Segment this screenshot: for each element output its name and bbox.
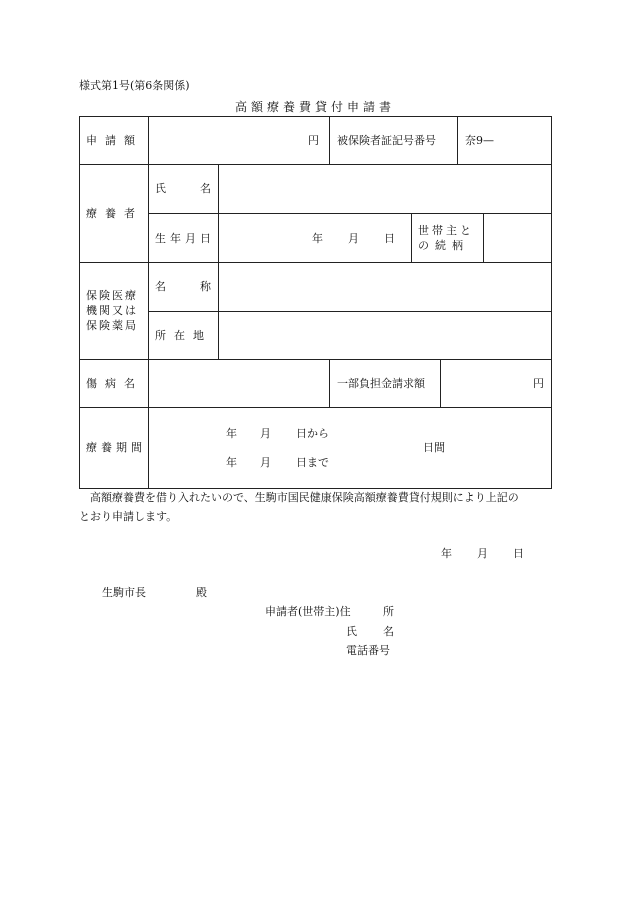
- institution-label-line1: 保険医療: [86, 289, 138, 302]
- table-rule: [79, 116, 80, 489]
- relation-label-line2: の続柄: [418, 239, 469, 252]
- inst-name-char-1: 名: [155, 280, 166, 293]
- applicant-address-label-tail: 所: [383, 605, 394, 618]
- period-label: 療養期間: [86, 441, 146, 454]
- table-rule: [79, 116, 552, 117]
- patient-name-field[interactable]: [219, 165, 551, 213]
- form-number: 様式第1号(第6条関係): [79, 79, 190, 92]
- name-char-2: 名: [200, 182, 211, 195]
- period-from-month: 月: [260, 427, 271, 440]
- institution-label-line3: 保険薬局: [86, 319, 138, 332]
- table-rule: [457, 116, 458, 165]
- copay-field[interactable]: [441, 377, 544, 391]
- period-to-suffix: 日まで: [296, 456, 329, 469]
- period-to-year: 年: [226, 456, 237, 469]
- relation-field[interactable]: [484, 214, 551, 262]
- institution-label-line2: 機関又は: [86, 304, 138, 317]
- amount-unit: 円: [308, 134, 319, 147]
- inst-address-label: 所在地: [155, 329, 212, 342]
- period-field[interactable]: [149, 408, 551, 488]
- form-title: 高額療養費貸付申請書: [234, 100, 395, 114]
- period-from-year: 年: [226, 427, 237, 440]
- copay-unit: 円: [533, 377, 544, 390]
- table-rule: [79, 488, 552, 489]
- disease-field[interactable]: [149, 360, 329, 407]
- inst-name-char-2: 称: [200, 280, 211, 293]
- table-rule: [329, 116, 330, 165]
- insured-number-field[interactable]: 奈9—: [465, 134, 494, 147]
- birthdate-label: 生年月日: [155, 232, 215, 245]
- period-to-month: 月: [260, 456, 271, 469]
- addressee: 生駒市長: [102, 586, 146, 599]
- patient-label: 療養者: [86, 207, 143, 220]
- institution-address-field[interactable]: [219, 312, 551, 359]
- period-from-suffix: 日から: [296, 427, 329, 440]
- inst-name-label: [155, 280, 211, 294]
- period-days: 日間: [423, 441, 445, 454]
- table-rule: [329, 359, 330, 408]
- applicant-name-label-1: 氏: [346, 625, 357, 638]
- application-day-unit: 日: [513, 547, 524, 560]
- relation-label-line1: 世帯主と: [418, 224, 474, 237]
- table-rule: [551, 116, 552, 489]
- name-label: [155, 182, 211, 196]
- name-char-1: 氏: [155, 182, 166, 195]
- institution-name-field[interactable]: [219, 263, 551, 311]
- application-month-unit: 月: [477, 547, 488, 560]
- disease-label: 傷病名: [86, 377, 143, 390]
- birth-day-unit: 日: [384, 232, 395, 245]
- birth-year-unit: 年: [312, 232, 323, 245]
- statement-line-1: 高額療養費を借り入れたいので、生駒市国民健康保険高額療養費貸付規則により上記の: [90, 491, 519, 504]
- applicant-name-label-2: 名: [383, 625, 394, 638]
- copay-label: 一部負担金請求額: [337, 377, 425, 390]
- statement-line-2: とおり申請します。: [79, 510, 178, 523]
- amount-field[interactable]: [149, 134, 319, 148]
- amount-label: 申請額: [86, 134, 143, 147]
- applicant-address-label: 申請者(世帯主)住: [265, 605, 351, 618]
- applicant-phone-label: 電話番号: [346, 644, 390, 657]
- insured-number-label: 被保険者証記号番号: [337, 134, 436, 147]
- application-year-unit: 年: [441, 547, 452, 560]
- table-rule: [411, 213, 412, 263]
- honorific: 殿: [196, 586, 207, 599]
- birth-month-unit: 月: [348, 232, 359, 245]
